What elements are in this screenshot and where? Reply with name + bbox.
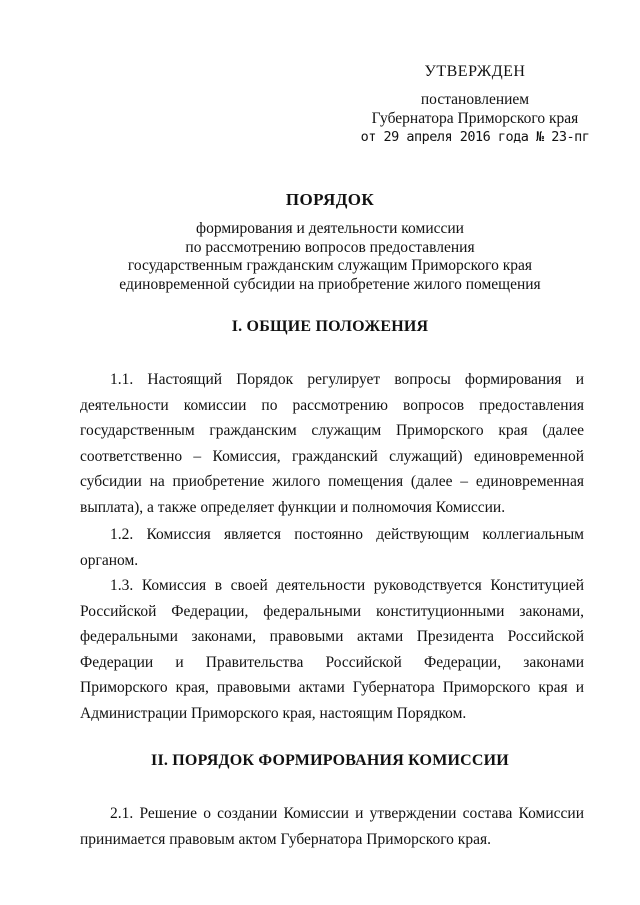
section-1-heading: I. ОБЩИЕ ПОЛОЖЕНИЯ bbox=[231, 318, 429, 335]
document-title-block bbox=[60, 190, 600, 294]
subtitle-line-3: государственным гражданским служащим Приморского края bbox=[127, 257, 533, 274]
approval-line-1: постановлением bbox=[420, 91, 530, 108]
paragraph-1-2-text: 1.2. Комиссия является постоянно действующим коллегиальным органом. bbox=[80, 526, 584, 569]
document-title: ПОРЯДОК bbox=[285, 190, 375, 209]
subtitle-line-4: единовременной субсидии на приобретение жилого помещения bbox=[119, 275, 541, 293]
subtitle-line-1: формирования и деятельности комиссии bbox=[196, 220, 464, 237]
paragraph-1-1 bbox=[80, 367, 584, 520]
subtitle-line-2: по рассмотрению вопросов предоставления bbox=[185, 238, 475, 256]
approved-label: УТВЕРЖДЕН bbox=[424, 63, 526, 80]
paragraph-2-1 bbox=[80, 801, 584, 852]
approval-stamp bbox=[350, 62, 600, 147]
paragraph-1-2 bbox=[80, 522, 584, 573]
paragraph-2-1-text: 2.1. Решение о создании Комиссии и утверждении состава Комиссии принимается правовым актом Губернатора Приморского края. bbox=[80, 805, 584, 848]
paragraph-1-1-text: 1.1. Настоящий Порядок регулирует вопросы формирования и деятельности комиссии по рассмотрению вопросов предоставления государственным гражданским служащим Приморского края (далее соответственно – Комиссия, гражданский служащий) единовременной субсидии на приобретение жилого помещения (далее – единовременная выплата), а также определяет функции и полномочия Комиссии. bbox=[80, 371, 584, 516]
approval-line-2: Губернатора Приморского края bbox=[371, 110, 579, 127]
section-2-heading: II. ПОРЯДОК ФОРМИРОВАНИЯ КОМИССИИ bbox=[151, 752, 509, 769]
paragraph-1-3 bbox=[80, 573, 584, 726]
paragraph-1-3-text: 1.3. Комиссия в своей деятельности руководствуется Конституцией Российской Федерации, федеральными конституционными законами, федеральными законами, правовыми актами Президента Российской Федерации и Правительства Российской Федерации, законами Приморского края, правовыми актами Губернатора Приморского края и Администрации Приморского края, настоящим Порядком. bbox=[80, 577, 584, 722]
approval-decree-date: от 29 апреля 2016 года № 23-пг bbox=[360, 129, 590, 145]
document-subtitle bbox=[60, 220, 600, 294]
